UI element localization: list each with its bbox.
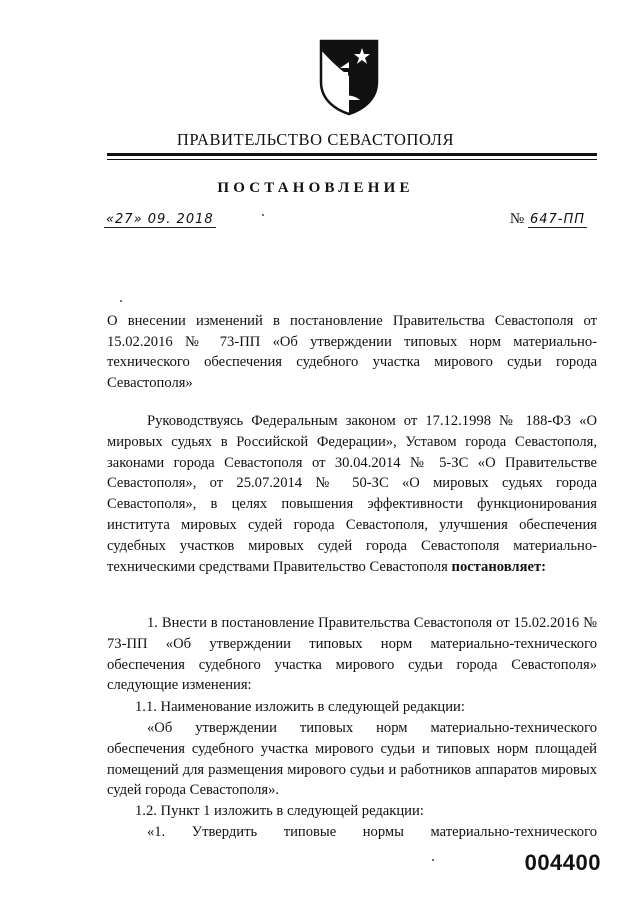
item-1-paragraph: 1. Внести в постановление Правительства Севастополя от 15.02.2016 № 73-ПП «Об утверждении типовых норм материально-технического обеспечения судебного участка мирового судьи города Севастополя» следующие изменения: <box>107 615 597 694</box>
date-month-year: 09. 2018 <box>142 212 214 227</box>
item-1-1-paragraph: 1.1. Наименование изложить в следующей редакции: <box>135 699 465 715</box>
item-1-2-quote: «1. Утвердить типовые нормы материально-технического <box>147 824 597 840</box>
preamble-paragraph <box>107 411 597 577</box>
date-day: 27 <box>115 212 134 227</box>
handwritten-number: 647-ПП <box>529 212 585 227</box>
document-type: ПОСТАНОВЛЕНИЕ <box>217 180 414 196</box>
number-sign: № <box>509 211 525 227</box>
scan-speck <box>432 859 434 861</box>
organization-name: ПРАВИТЕЛЬСТВО СЕВАСТОПОЛЯ <box>176 130 455 149</box>
document-number <box>510 211 587 228</box>
registration-number: 004400 <box>524 850 601 875</box>
scan-speck <box>120 300 122 302</box>
handwritten-date <box>104 213 216 228</box>
header-rule-thin <box>107 159 597 160</box>
document-subject: О внесении изменений в постановление Правительства Севастополя от 15.02.2016 № 73-ПП «Об утверждении типовых норм материально-технического обеспечения судебного участка мирового судьи города Севастополя» <box>107 313 597 391</box>
header-rule-thick <box>107 153 597 156</box>
document-date <box>104 211 216 228</box>
preamble-text: Руководствуясь Федеральным законом от 17.12.1998 № 188-ФЗ «О мировых судьях в Российской Федерации», Уставом города Севастополя, законами города Севастополя от 30.04.2014 № 5-ЗС «О Правительстве Севастополя», от 25.07.2014 № 50-ЗС «О мировых судьях города Севастополя», в целях повышения эффективности функционирования института мировых судей города Севастополя, улучшения обеспечения судебных участков мировых судей города Севастополя материально-техническими средствами Правительство Севастополя <box>107 413 597 575</box>
date-close-quote: » <box>133 212 143 227</box>
item-1-1-quote: «Об утверждении типовых норм материально-технического обеспечения судебного участка мирового судьи и типовых норм площадей помещений для размещения мирового судьи и работников аппаратов мировых судей города Севастополя». <box>107 720 597 799</box>
date-open-quote: « <box>106 212 116 227</box>
item-1-2-paragraph: 1.2. Пункт 1 изложить в следующей редакции: <box>135 803 424 819</box>
sevastopol-coat-of-arms-icon <box>318 38 380 116</box>
scan-speck <box>262 214 264 216</box>
preamble-resolves: постановляет: <box>451 558 546 575</box>
